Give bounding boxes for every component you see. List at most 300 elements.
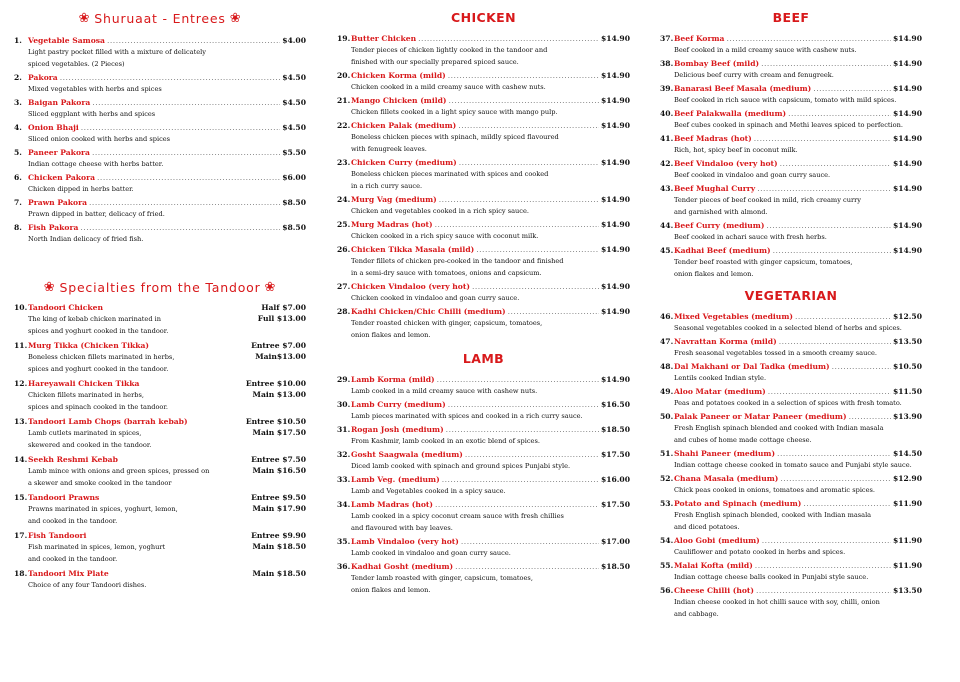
item-name: Shahi Paneer (medium) <box>674 449 776 458</box>
item-description: Seasonal vegetables cooked in a selected blend of herbs and spices. <box>674 324 902 332</box>
item-price: $4.00 <box>282 36 306 45</box>
item-description: Chicken cooked in a mild creamy sauce with cashew nuts. <box>351 83 546 91</box>
item-description-line <box>14 541 306 553</box>
item-price: $17.50 <box>600 500 630 509</box>
item-description: Beef cooked in achari sauce with fresh herbs. <box>674 233 827 241</box>
menu-item-row <box>660 246 922 256</box>
item-price: Entree $9.90 <box>251 531 306 540</box>
item-name: Lamb Vindaloo (very hot) <box>351 537 459 546</box>
item-number: 13. <box>14 417 28 426</box>
menu-item-row <box>660 184 922 194</box>
menu-item-row <box>660 499 922 509</box>
menu-item <box>337 195 630 217</box>
item-price: $14.90 <box>892 109 922 118</box>
item-price: Entree $10.50 <box>245 417 306 426</box>
menu-item <box>14 341 306 375</box>
menu-item-row <box>337 562 630 572</box>
item-price: $14.90 <box>892 184 922 193</box>
item-price: $16.50 <box>600 400 630 409</box>
item-number: 2. <box>14 73 22 82</box>
menu-item-row <box>660 84 922 94</box>
item-description-line <box>14 465 306 477</box>
dot-leader <box>773 246 891 256</box>
item-name: Seekh Reshmi Kebab <box>28 455 118 464</box>
item-name: Onion Bhaji <box>28 123 79 132</box>
item-name: Chicken Curry (medium) <box>351 158 457 167</box>
item-description: with fenugreek leaves. <box>351 145 427 153</box>
item-description: Cauliflower and potato cooked in herbs and spices. <box>674 548 846 556</box>
entrees-list <box>14 36 306 245</box>
item-description-line <box>14 351 306 363</box>
item-price: $14.90 <box>600 71 630 80</box>
item-description-line <box>14 389 306 401</box>
item-price: $14.90 <box>892 134 922 143</box>
item-price: $8.50 <box>282 198 306 207</box>
item-number: 21. <box>337 96 351 105</box>
item-name: Vegetable Samosa <box>28 36 105 45</box>
dot-leader <box>458 121 599 131</box>
item-number: 31. <box>337 425 351 434</box>
item-name: Tandoori Lamb Chops (barrah kebab) <box>28 417 188 426</box>
item-description: From Kashmir, lamb cooked in an exotic blend of spices. <box>351 437 540 445</box>
item-name: Tandoori Mix Plate <box>28 569 109 578</box>
item-name: Beef Vindaloo (very hot) <box>674 159 778 168</box>
menu-item <box>14 493 306 527</box>
entrees-heading <box>14 8 306 30</box>
menu-item-row <box>660 474 922 484</box>
item-name: Chicken Palak (medium) <box>351 121 457 130</box>
menu-item <box>660 34 922 56</box>
item-price: Main $18.50 <box>252 569 306 578</box>
menu-item-row <box>337 425 630 435</box>
item-number: 15. <box>14 493 28 502</box>
item-number: 18. <box>14 569 28 578</box>
menu-item <box>660 412 922 446</box>
item-number: 40. <box>660 109 674 118</box>
menu-item <box>660 536 922 558</box>
dot-leader <box>448 400 599 410</box>
item-number: 51. <box>660 449 674 458</box>
tandoor-list <box>14 303 306 591</box>
dot-leader <box>442 475 599 485</box>
item-price: $14.90 <box>600 220 630 229</box>
item-description: in a rich curry sauce. <box>351 182 423 190</box>
item-number: 19. <box>337 34 351 43</box>
dot-leader <box>761 59 891 69</box>
item-price: $8.50 <box>282 223 306 232</box>
menu-item <box>660 184 922 218</box>
item-price: $14.90 <box>600 307 630 316</box>
item-number: 56. <box>660 586 674 595</box>
item-description-line <box>14 401 306 413</box>
item-number: 3. <box>14 98 22 107</box>
menu-item-row <box>660 586 922 596</box>
menu-item <box>337 96 630 118</box>
item-description: finished with our specially prepared spiced sauce. <box>351 58 519 66</box>
item-name: Butter Chicken <box>351 34 417 43</box>
item-description: Chicken and vegetables cooked in a rich spicy sauce. <box>351 207 529 215</box>
item-price: $14.50 <box>892 449 922 458</box>
item-description-line <box>14 313 306 325</box>
menu-item <box>14 455 306 489</box>
menu-item-row <box>660 387 922 397</box>
item-name: Potato and Spinach (medium) <box>674 499 802 508</box>
menu-item <box>14 198 306 220</box>
menu-item <box>337 71 630 93</box>
item-number: 47. <box>660 337 674 346</box>
item-name: Malai Kofta (mild) <box>674 561 753 570</box>
dot-leader <box>459 158 599 168</box>
item-price: $13.50 <box>892 337 922 346</box>
beef-title: BEEF <box>772 10 810 25</box>
menu-item <box>337 220 630 242</box>
menu-item <box>337 450 630 472</box>
column-middle <box>337 8 630 599</box>
item-name: Fish Tandoori <box>28 531 87 540</box>
menu-item-row <box>660 412 922 422</box>
item-number: 10. <box>14 303 28 312</box>
item-description: and cooked in the tandoor. <box>28 517 118 525</box>
item-description: Chicken cooked in vindaloo and goan curry sauce. <box>351 294 520 302</box>
menu-item <box>14 379 306 413</box>
menu-item-row <box>337 375 630 385</box>
item-number: 11. <box>14 341 28 350</box>
item-description: Chicken fillets marinated in herbs, <box>28 391 144 399</box>
item-price: $10.50 <box>892 362 922 371</box>
item-price: $17.00 <box>600 537 630 546</box>
item-name: Kadhai Gosht (medium) <box>351 562 454 571</box>
menu-item-row <box>337 307 630 317</box>
column-right <box>660 8 922 623</box>
item-description: Indian cottage cheese with herbs batter. <box>28 160 164 168</box>
menu-item-row <box>14 198 306 208</box>
item-description: Beef cooked in rich sauce with capsicum, tomato with mild spices. <box>674 96 897 104</box>
item-name: Lamb Korma (mild) <box>351 375 435 384</box>
item-number: 39. <box>660 84 674 93</box>
item-description: Sliced onion cooked with herbs and spices <box>28 135 171 143</box>
menu-item <box>660 499 922 533</box>
item-description: Fresh English spinach blended and cooked with Indian masala <box>674 424 884 432</box>
item-name: Lamb Madras (hot) <box>351 500 434 509</box>
item-name: Tandoori Prawns <box>28 493 100 502</box>
item-number: 32. <box>337 450 351 459</box>
menu-item-row <box>660 59 922 69</box>
item-number: 45. <box>660 246 674 255</box>
item-name: Mixed Vegetables (medium) <box>674 312 793 321</box>
item-description: Mixed vegetables with herbs and spices <box>28 85 162 93</box>
vegetarian-title: VEGETARIAN <box>744 288 838 303</box>
item-description: Indian cottage cheese cooked in tomato sauce and Punjabi style sauce. <box>674 461 912 469</box>
item-description: Tender pieces of beef cooked in mild, rich creamy curry <box>674 196 861 204</box>
menu-item-row <box>660 134 922 144</box>
menu-item-row <box>337 450 630 460</box>
menu-item-row <box>660 449 922 459</box>
menu-item-row <box>14 73 306 83</box>
dot-leader <box>435 500 599 510</box>
chicken-title: CHICKEN <box>451 10 516 25</box>
item-number: 43. <box>660 184 674 193</box>
item-description: Chick peas cooked in onions, tomatoes and aromatic spices. <box>674 486 876 494</box>
item-name: Chicken Tikka Masala (mild) <box>351 245 475 254</box>
item-number: 55. <box>660 561 674 570</box>
item-description-line <box>14 515 306 527</box>
item-name: Chicken Korma (mild) <box>351 71 446 80</box>
menu-item <box>337 562 630 596</box>
item-description: spices and yoghurt cooked in the tandoor. <box>28 327 169 335</box>
item-price-secondary: Main $17.90 <box>252 504 306 513</box>
dot-leader <box>755 561 891 571</box>
item-description: onion flakes and lemon. <box>674 270 754 278</box>
item-number: 54. <box>660 536 674 545</box>
item-price: $5.50 <box>282 148 306 157</box>
item-number: 36. <box>337 562 351 571</box>
item-description: Delicious beef curry with cream and fenugreek. <box>674 71 834 79</box>
item-price-secondary: Main $17.50 <box>252 428 306 437</box>
item-price: $14.90 <box>892 84 922 93</box>
dot-leader <box>780 474 891 484</box>
dot-leader <box>754 134 891 144</box>
item-number: 42. <box>660 159 674 168</box>
item-price: Half $7.00 <box>261 303 306 312</box>
item-number: 20. <box>337 71 351 80</box>
item-number: 38. <box>660 59 674 68</box>
dot-leader <box>465 450 599 460</box>
dot-leader <box>780 159 891 169</box>
menu-item <box>14 148 306 170</box>
menu-item-row <box>14 173 306 183</box>
item-description: Fresh English spinach blended, cooked with Indian masala <box>674 511 872 519</box>
item-name: Prawn Pakora <box>28 198 88 207</box>
menu-item <box>660 59 922 81</box>
item-price-secondary: Main$13.00 <box>255 352 306 361</box>
menu-item-row <box>337 475 630 485</box>
item-description: Lamb cooked in a mild creamy sauce with cashew nuts. <box>351 387 538 395</box>
dot-leader <box>726 34 890 44</box>
dot-leader <box>437 375 599 385</box>
item-number: 37. <box>660 34 674 43</box>
item-name: Lamb Curry (medium) <box>351 400 446 409</box>
item-price-secondary: Main $18.50 <box>252 542 306 551</box>
item-description: and garnished with almond. <box>674 208 768 216</box>
menu-item-row <box>14 98 306 108</box>
menu-item <box>14 98 306 120</box>
dot-leader <box>508 307 599 317</box>
menu-item <box>660 474 922 496</box>
item-description-line <box>14 439 306 451</box>
menu-item-row <box>660 561 922 571</box>
menu-item <box>660 449 922 471</box>
item-description: and cubes of home made cottage cheese. <box>674 436 812 444</box>
item-description: Lamb cooked in vindaloo and goan curry sauce. <box>351 549 511 557</box>
lamb-title: LAMB <box>462 351 505 366</box>
item-price: $14.90 <box>600 158 630 167</box>
item-price: $16.00 <box>600 475 630 484</box>
item-price: $14.90 <box>892 221 922 230</box>
item-description: Diced lamb cooked with spinach and ground spices Punjabi style. <box>351 462 571 470</box>
item-number: 33. <box>337 475 351 484</box>
item-description: onion flakes and lemon. <box>351 586 431 594</box>
menu-item-row <box>337 121 630 131</box>
item-name: Beef Curry (medium) <box>674 221 765 230</box>
item-description: Lamb cooked in a spicy coconut cream sauce with fresh chillies <box>351 512 564 520</box>
menu-item-row <box>337 400 630 410</box>
item-description: and cooked in the tandoor. <box>28 555 118 563</box>
menu-item <box>660 387 922 409</box>
menu-item-row <box>14 493 306 503</box>
menu-item <box>14 303 306 337</box>
item-description: onion flakes and lemon. <box>351 331 431 339</box>
menu-item <box>660 337 922 359</box>
item-description: Boneless chicken fillets marinated in herbs, <box>28 353 175 361</box>
menu-item-row <box>337 245 630 255</box>
ornament-icon: ❀ <box>229 11 242 26</box>
item-number: 7. <box>14 198 22 207</box>
item-number: 8. <box>14 223 22 232</box>
item-price-secondary: Main $16.50 <box>252 466 306 475</box>
item-number: 23. <box>337 158 351 167</box>
item-price: Entree $7.50 <box>251 455 306 464</box>
dot-leader <box>476 245 599 255</box>
dot-leader <box>795 312 891 322</box>
item-number: 49. <box>660 387 674 396</box>
dot-leader <box>439 195 599 205</box>
menu-item-row <box>337 195 630 205</box>
menu-item-row <box>337 96 630 106</box>
item-price: Entree $10.00 <box>245 379 306 388</box>
dot-leader <box>803 499 891 509</box>
item-description: Lamb mince with onions and green spices, pressed on <box>28 467 210 475</box>
item-price: $18.50 <box>600 425 630 434</box>
menu-item <box>14 36 306 70</box>
dot-leader <box>435 220 599 230</box>
ornament-icon: ❀ <box>43 280 56 295</box>
item-price: $11.90 <box>892 536 922 545</box>
menu-item-row <box>14 569 306 579</box>
item-price: $14.90 <box>600 34 630 43</box>
item-name: Murg Tikka (Chicken Tikka) <box>28 341 149 350</box>
menu-item <box>14 223 306 245</box>
item-number: 52. <box>660 474 674 483</box>
item-name: Aloo Gobi (medium) <box>674 536 760 545</box>
dot-leader <box>813 84 891 94</box>
menu-item <box>337 245 630 279</box>
item-description: Fish marinated in spices, lemon, yoghurt <box>28 543 166 551</box>
lamb-list <box>337 375 630 596</box>
menu-item <box>337 375 630 397</box>
ornament-icon: ❀ <box>78 11 91 26</box>
item-number: 29. <box>337 375 351 384</box>
item-description: Fresh seasonal vegetables tossed in a smooth creamy sauce. <box>674 349 878 357</box>
item-description-line <box>14 325 306 337</box>
menu-item <box>337 158 630 192</box>
dot-leader <box>766 221 891 231</box>
item-name: Dal Makhani or Dal Tadka (medium) <box>674 362 830 371</box>
dot-leader <box>80 223 280 233</box>
item-description: Light pastry pocket filled with a mixture of delicately <box>28 48 206 56</box>
menu-item-row <box>14 341 306 351</box>
item-number: 34. <box>337 500 351 509</box>
dot-leader <box>107 36 280 46</box>
item-price: $14.90 <box>892 246 922 255</box>
item-price: $14.90 <box>892 59 922 68</box>
item-name: Beef Madras (hot) <box>674 134 752 143</box>
dot-leader <box>92 98 280 108</box>
menu-item-row <box>337 220 630 230</box>
item-price: $14.90 <box>600 375 630 384</box>
dot-leader <box>81 123 280 133</box>
item-price-secondary: Main $13.00 <box>252 390 306 399</box>
item-description: Peas and potatoes cooked in a selection of spices with fresh tomato. <box>674 399 902 407</box>
ornament-icon: ❀ <box>264 280 277 295</box>
item-name: Palak Paneer or Matar Paneer (medium) <box>674 412 847 421</box>
item-description: Chicken fillets cooked in a light spicy sauce with mango pulp. <box>351 108 558 116</box>
menu-item <box>337 475 630 497</box>
item-number: 12. <box>14 379 28 388</box>
item-number: 24. <box>337 195 351 204</box>
item-description: in a semi-dry sauce with tomatoes, onions and capsicum. <box>351 269 542 277</box>
item-description: North Indian delicacy of fried fish. <box>28 235 144 243</box>
item-name: Hareyawali Chicken Tikka <box>28 379 140 388</box>
item-price: $6.00 <box>282 173 306 182</box>
menu-item <box>337 400 630 422</box>
item-description: Tender beef roasted with ginger capsicum, tomatoes, <box>674 258 853 266</box>
item-price: $4.50 <box>282 73 306 82</box>
dot-leader <box>757 184 891 194</box>
item-name: Mango Chicken (mild) <box>351 96 447 105</box>
item-description: Indian cheese cooked in hot chilli sauce with soy, chilli, onion <box>674 598 880 606</box>
item-price: Entree $9.50 <box>251 493 306 502</box>
menu-item <box>660 159 922 181</box>
item-price: $4.50 <box>282 123 306 132</box>
item-description: Beef cubes cooked in spinach and Methi leaves spiced to perfection. <box>674 121 903 129</box>
item-name: Fish Pakora <box>28 223 79 232</box>
menu-item-row <box>337 282 630 292</box>
item-name: Murg Madras (hot) <box>351 220 433 229</box>
dot-leader <box>779 337 891 347</box>
item-description: Lamb pieces marinated with spices and cooked in a rich curry sauce. <box>351 412 583 420</box>
menu-item <box>660 134 922 156</box>
dot-leader <box>455 562 599 572</box>
item-price: $11.50 <box>892 387 922 396</box>
dot-leader <box>97 173 280 183</box>
dot-leader <box>449 96 599 106</box>
item-name: Cheese Chilli (hot) <box>674 586 755 595</box>
item-description: and flavoured with bay leaves. <box>351 524 453 532</box>
item-number: 44. <box>660 221 674 230</box>
item-number: 48. <box>660 362 674 371</box>
menu-item-row <box>337 71 630 81</box>
item-number: 46. <box>660 312 674 321</box>
dot-leader <box>472 282 599 292</box>
item-price: $11.90 <box>892 499 922 508</box>
menu-item <box>660 586 922 620</box>
menu-item-row <box>660 312 922 322</box>
menu-item <box>660 84 922 106</box>
item-description: Tender pieces of chicken lightly cooked in the tandoor and <box>351 46 548 54</box>
item-description: The king of kebab chicken marinated in <box>28 315 162 323</box>
dot-leader <box>788 109 891 119</box>
item-number: 27. <box>337 282 351 291</box>
item-description: Boneless chicken pieces marinated with spices and cooked <box>351 170 549 178</box>
dot-leader <box>768 387 891 397</box>
item-description: Lamb cutlets marinated in spices, <box>28 429 142 437</box>
menu-item-row <box>337 34 630 44</box>
item-name: Baigan Pakora <box>28 98 91 107</box>
item-name: Banarasi Beef Masala (medium) <box>674 84 812 93</box>
item-description-line <box>14 427 306 439</box>
column-left <box>14 8 306 595</box>
chicken-list <box>337 34 630 341</box>
